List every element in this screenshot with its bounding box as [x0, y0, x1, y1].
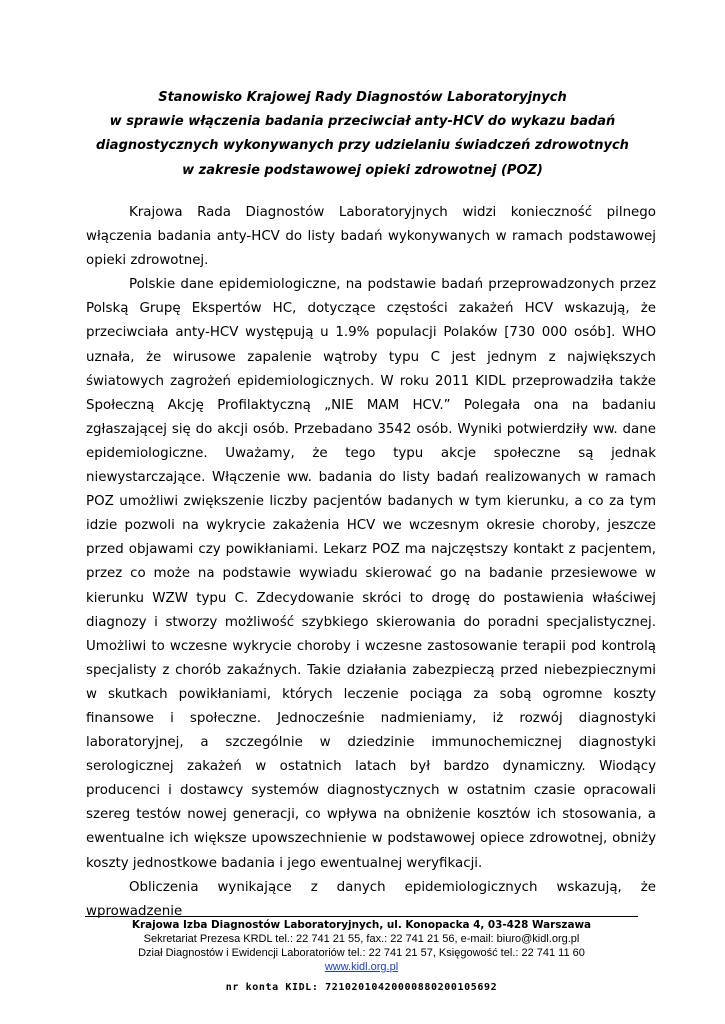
footer-organization: Krajowa Izba Diagnostów Laboratoryjnych, ul. Konopacka 4, 03-428 Warszawa	[131, 919, 592, 931]
document-body	[86, 201, 656, 924]
footer-bank-account: nr konta KIDL: 72102010420000880200105692	[225, 982, 498, 993]
document-title	[60, 86, 665, 183]
paragraph-intro: Krajowa Rada Diagnostów Laboratoryjnych widzi konieczność pilnego włączenia badania anty-HCV do listy badań wykonywanych w ramach podstawowej opieki zdrowotnej.	[86, 205, 656, 269]
footer-website-link[interactable]: www.kidl.org.pl	[324, 961, 399, 973]
title-line-3: diagnostycznych wykonywanych przy udzielaniu świadczeń zdrowotnych	[96, 138, 629, 154]
footer-secretariat: Sekretariat Prezesa KRDL tel.: 22 741 21 55, fax.: 22 741 21 56, e-mail: biuro@kidl.org.pl	[143, 933, 580, 945]
title-line-4: w zakresie podstawowej opieki zdrowotnej (POZ)	[182, 162, 543, 178]
footer-registry: Dział Diagnostów i Ewidencji Laboratoriów tel.: 22 741 21 57, Księgowość tel.: 22 741 11 60	[138, 947, 585, 959]
title-line-2: w sprawie włączenia badania przeciwciał anty-HCV do wykazu badań	[109, 114, 616, 130]
paragraph-calculations: Obliczenia wynikające z danych epidemiologicznych wskazują, że wprowadzenie	[86, 879, 656, 919]
page-footer	[85, 916, 638, 995]
title-line-1: Stanowisko Krajowej Rady Diagnostów Laboratoryjnych	[158, 90, 567, 105]
paragraph-epidemiology: Polskie dane epidemiologiczne, na podstawie badań przeprowadzonych przez Polską Grupę Ekspertów HC, dotyczące częstości zakażeń HCV wskazują, że przeciwciała anty-HCV występują u 1.9% populacji Polaków [730 000 osób]. WHO uznała, że wirusowe zapalenie wątroby typu C jest jednym z największych światowych zagrożeń epidemiologicznych. W roku 2011 KIDL przeprowadziła także Społeczną Akcję Profilaktyczną „NIE MAM HCV.” Polegała ona na badaniu zgłaszającej się do akcji osób. Przebadano 3542 osób. Wyniki potwierdziły ww. dane epidemiologiczne. Uważamy, że tego typu akcje społeczne są jednak niewystarczające. Włączenie ww. badania do listy badań realizowanych w ramach POZ umożliwi zwiększenie liczby pacjentów badanych w tym kierunku, a co za tym idzie pozwoli na wykrycie zakażenia HCV we wczesnym okresie choroby, jeszcze przed objawami czy powikłaniami. Lekarz POZ ma najczęstszy kontakt z pacjentem, przez co może na podstawie wywiadu skierować go na badanie przesiewowe w kierunku WZW typu C. Zdecydowanie skróci to drogę do postawienia właściwej diagnozy i stworzy możliwość szybkiego skierowania do poradni specjalistycznej. Umożliwi to wczesne wykrycie choroby i wczesne zastosowanie terapii pod kontrolą specjalisty z chorób zakaźnych. Takie działania zabezpieczą przed niebezpiecznymi w skutkach powikłaniami, których leczenie pociąga za sobą ogromne koszty finansowe i społeczne. Jednocześnie nadmieniamy, iż rozwój diagnostyki laboratoryjnej, a szczególnie w dziedzinie immunochemicznej diagnostyki serologicznej zakażeń w ostatnich latach był bardzo dynamiczny. Wiodący producenci i dostawcy systemów diagnostycznych w ostatnim czasie opracowali szereg testów nowej generacji, co wpływa na obniżenie kosztów ich stosowania, a ewentualne ich większe upowszechnienie w podstawowej opiece zdrowotnej, obniży koszty jednostkowe badania i jego ewentualnej weryfikacji.	[86, 277, 656, 871]
